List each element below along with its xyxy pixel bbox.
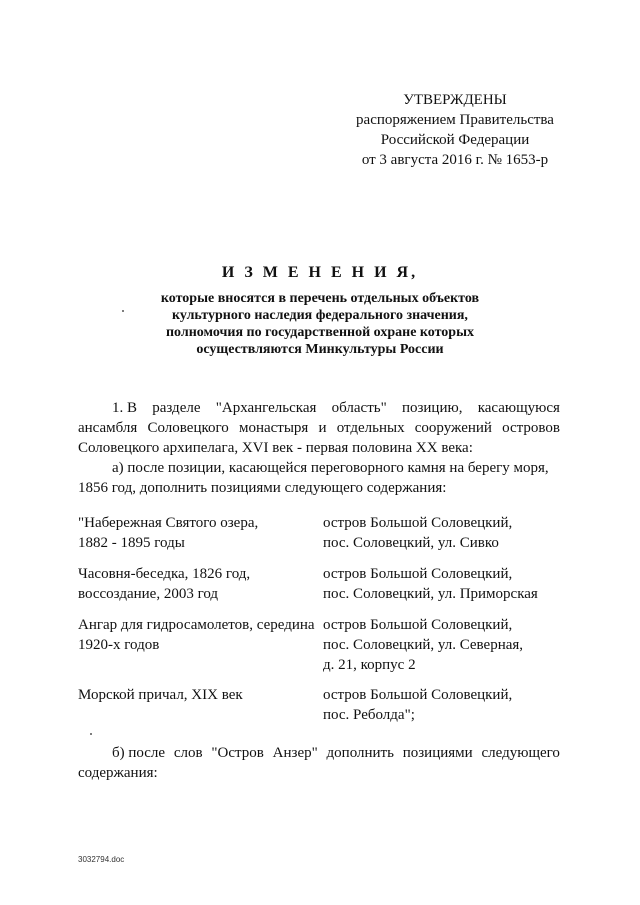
- word: монастыря: [238, 420, 309, 436]
- entry-4-address: [323, 685, 512, 725]
- word: позициями: [402, 745, 473, 761]
- scan-speck: [122, 310, 124, 312]
- word: "Архангельская: [215, 400, 317, 416]
- subsection-b-line-2: содержания:: [78, 765, 158, 781]
- entry-address-line: остров Большой Соловецкий,: [323, 617, 513, 633]
- word: позицию,: [401, 400, 463, 416]
- document-title: И З М Е Н Е Н И Я,: [221, 264, 419, 281]
- word: следующего: [481, 745, 560, 761]
- word: слов: [173, 745, 203, 761]
- word: область": [331, 400, 387, 416]
- entry-address-line: пос. Реболда";: [323, 707, 415, 723]
- section-1-paragraph: [78, 398, 560, 498]
- subsection-a-line-2: 1856 год, дополнить позициями следующего содержания:: [78, 480, 447, 496]
- approval-line-2: Российской Федерации: [380, 132, 530, 148]
- word: дополнить: [326, 745, 394, 761]
- entry-name-line: 1920-х годов: [78, 637, 160, 653]
- section-1-line-3: Соловецкого архипелага, XVI век - первая половина XX века:: [78, 440, 473, 456]
- entry-name-line: воссоздание, 2003 год: [78, 586, 219, 602]
- entry-address-line: остров Большой Соловецкий,: [323, 515, 513, 531]
- subtitle-line-1: которые вносятся в перечень отдельных объектов: [160, 291, 480, 306]
- entry-3-address: [323, 615, 523, 675]
- subsection-b-paragraph: [78, 743, 560, 783]
- word: касающуюся: [477, 400, 560, 416]
- approval-heading: УТВЕРЖДЕНЫ: [403, 92, 507, 108]
- entry-2-name: [78, 564, 250, 604]
- word: б) после: [112, 745, 166, 761]
- word: сооружений: [414, 420, 492, 436]
- entry-2-address: [323, 564, 538, 604]
- subsection-b-line-1: [78, 743, 560, 763]
- entry-address-line: пос. Соловецкий, ул. Приморская: [323, 586, 538, 602]
- word: ансамбля: [78, 420, 138, 436]
- word: Анзер": [272, 745, 318, 761]
- subtitle-line-4: осуществляются Минкультуры России: [196, 342, 444, 357]
- entry-name-line: 1882 - 1895 годы: [78, 535, 185, 551]
- subtitle-line-2: культурного наследия федерального значения,: [172, 308, 468, 323]
- footer-file-code: 3032794.doc: [78, 855, 125, 864]
- entry-1-address: [323, 513, 512, 553]
- approval-line-3: от 3 августа 2016 г. № 1653-р: [361, 152, 549, 168]
- subtitle-line-3: полномочия по государственной охране которых: [165, 325, 475, 340]
- word: разделе: [152, 400, 201, 416]
- approval-block: [330, 90, 580, 170]
- entry-1-name: [78, 513, 258, 553]
- section-1-line-2: [78, 418, 560, 438]
- entry-name-line: "Набережная Святого озера,: [78, 515, 259, 531]
- word: отдельных: [336, 420, 405, 436]
- word: Соловецкого: [147, 420, 229, 436]
- approval-line-1: распоряжением Правительства: [356, 112, 554, 128]
- entry-address-line: остров Большой Соловецкий,: [323, 566, 513, 582]
- section-1-line-1: [78, 398, 560, 418]
- entry-name-line: Часовня-беседка, 1826 год,: [78, 566, 251, 582]
- entry-name-line: Морской причал, XIX век: [78, 687, 243, 703]
- word: 1. В: [112, 400, 138, 416]
- word: и: [318, 420, 327, 436]
- word: "Остров: [211, 745, 264, 761]
- entry-name-line: Ангар для гидросамолетов, середина: [78, 617, 315, 633]
- scan-speck: [90, 733, 92, 735]
- subsection-a-line-1: а) после позиции, касающейся переговорного камня на берегу моря,: [112, 460, 549, 476]
- entry-address-line: пос. Соловецкий, ул. Северная,: [323, 637, 524, 653]
- entry-address-line: пос. Соловецкий, ул. Сивко: [323, 535, 499, 551]
- entry-4-name: [78, 685, 243, 705]
- entry-address-line: д. 21, корпус 2: [323, 657, 416, 673]
- word: островов: [502, 420, 560, 436]
- entry-3-name: [78, 615, 315, 655]
- document-subtitle: [60, 290, 580, 358]
- entry-address-line: остров Большой Соловецкий,: [323, 687, 513, 703]
